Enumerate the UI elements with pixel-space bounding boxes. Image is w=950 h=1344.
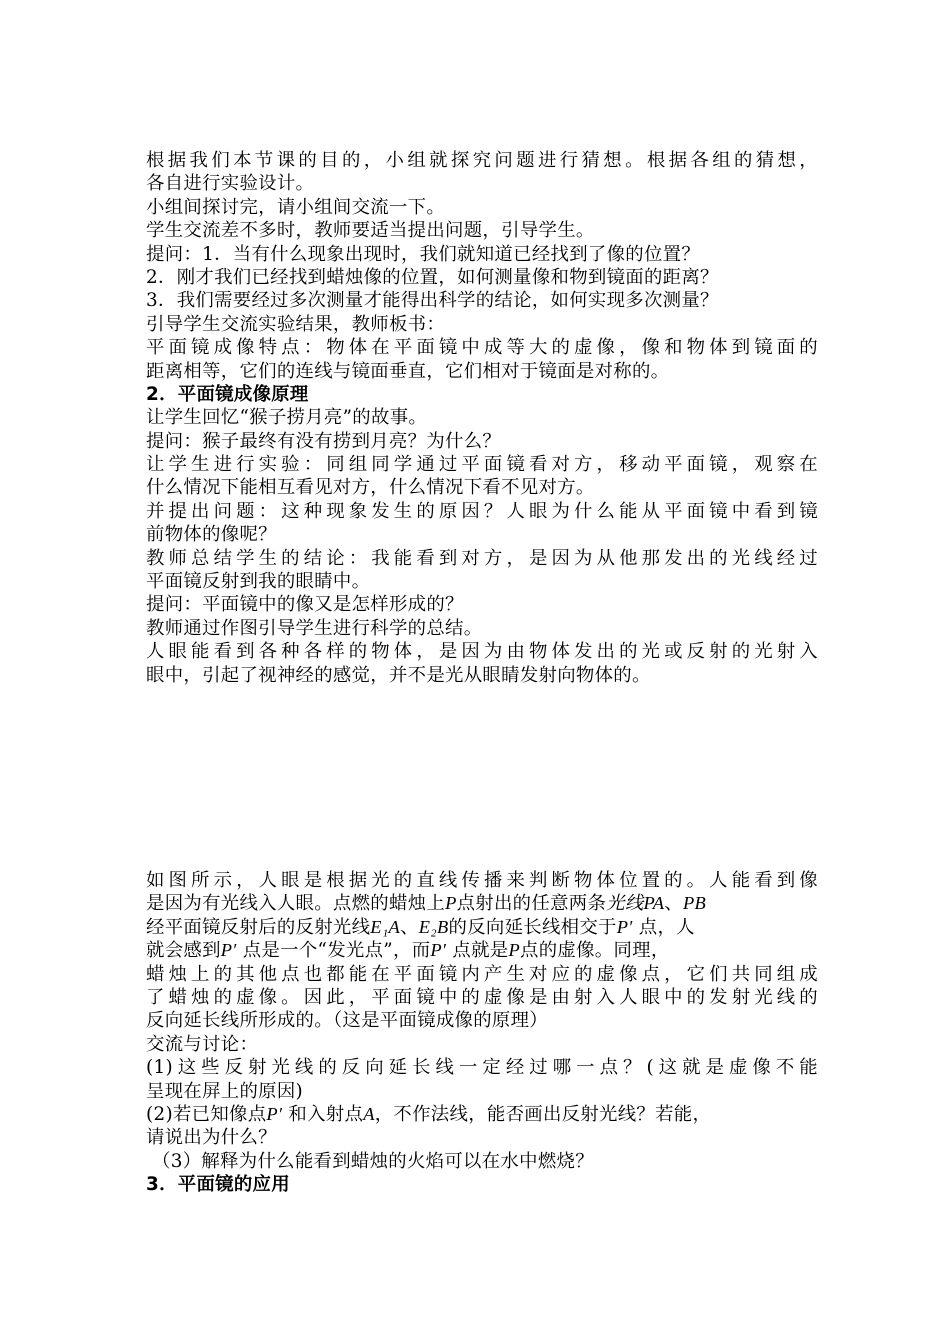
paragraph-line: 学生交流差不多时，教师要适当提出问题，引导学生。 [146, 220, 595, 242]
text-span: 点就是 [446, 940, 509, 962]
discussion-title: 交流与讨论： [146, 1033, 259, 1055]
conclusion-line: 平面镜成像特点：物体在平面镜中成等大的虚像，像和物体到镜面的 [146, 337, 818, 359]
math-symbol: P [508, 940, 521, 961]
section-mirror-explanation [146, 869, 818, 1196]
text-span: 、 [664, 893, 683, 915]
section-heading-2: 2．平面镜成像原理 [146, 383, 309, 405]
math-symbol: P [445, 893, 457, 914]
math-symbol: E₁A [370, 916, 401, 937]
text-span: 和入射点 [282, 1103, 364, 1125]
math-symbol: A [363, 1103, 375, 1124]
section-experiment-and-principle [146, 149, 818, 687]
discussion-question [146, 1103, 818, 1126]
text-span: 、 [400, 916, 419, 938]
paragraph-line: 让学生回忆“猴子捞月亮”的故事。 [146, 407, 428, 429]
text-span: ，不作法线，能否画出反射光线？若能， [374, 1103, 712, 1125]
text-span: 点射出的任意两条 [456, 893, 607, 915]
paragraph-line: 各自进行实验设计。 [146, 173, 315, 195]
discussion-question: 呈现在屏上的原因) [146, 1080, 303, 1102]
paragraph-line: 引导学生交流实验结果，教师板书： [146, 313, 446, 335]
paragraph-line: 让学生进行实验：同组同学通过平面镜看对方，移动平面镜，观察在 [146, 454, 818, 476]
paragraph-line: 小组间探讨完，请小组间交流一下。 [146, 196, 446, 218]
math-symbol: P′ [220, 940, 237, 961]
math-symbol: P′ [266, 1103, 283, 1124]
math-symbol: PA [643, 893, 665, 914]
text-span: 点，人 [632, 916, 695, 938]
discussion-question: （3）解释为什么能看到蜡烛的火焰可以在水中燃烧？ [152, 1150, 594, 1172]
paragraph-line: 平面镜反射到我的眼睛中。 [146, 571, 371, 593]
text-span: (2)若已知像点 [146, 1103, 267, 1125]
math-symbol: P′ [430, 940, 447, 961]
math-symbol: P′ [616, 916, 633, 937]
paragraph-line: 教师总结学生的结论：我能看到对方，是因为从他那发出的光线经过 [146, 547, 818, 569]
text-span: 就会感到 [146, 940, 221, 962]
paragraph-line: 了蜡烛的虚像。因此，平面镜中的虚像是由射入人眼中的发射光线的 [146, 986, 818, 1008]
paragraph-line: 什么情况下能相互看见对方，什么情况下看不见对方。 [146, 477, 595, 499]
discussion-question: (1)这些反射光线的反向延长线一定经过哪一点？(这就是虚像不能 [146, 1057, 818, 1079]
text-span: 点是一个“发光点”，而 [236, 940, 431, 962]
paragraph-line: 根据我们本节课的目的，小组就探究问题进行猜想。根据各组的猜想， [146, 150, 818, 171]
paragraph-line: 反向延长线所形成的。（这是平面镜成像的原理） [146, 1010, 548, 1032]
paragraph-line: 如图所示，人眼是根据光的直线传播来判断物体位置的。人能看到像 [146, 870, 818, 891]
paragraph-line: 眼中，引起了视神经的感觉，并不是光从眼睛发射向物体的。 [146, 664, 651, 686]
paragraph-line: 提问：平面镜中的像又是怎样形成的？ [146, 594, 464, 616]
paragraph-line: 人眼能看到各种各样的物体，是因为由物体发出的光或反射的光射入 [146, 641, 818, 663]
paragraph-line: 教师通过作图引导学生进行科学的总结。 [146, 617, 483, 639]
question-line: 2．刚才我们已经找到蜡烛像的位置，如何测量像和物到镜面的距离？ [146, 266, 719, 288]
text-span: 是因为有光线入人眼。点燃的蜡烛上 [146, 893, 446, 915]
discussion-question: 请说出为什么？ [146, 1127, 277, 1149]
paragraph-line: 前物体的像呢？ [146, 524, 277, 546]
section-heading-3: 3．平面镜的应用 [146, 1174, 290, 1196]
paragraph-line: 蜡烛上的其他点也都能在平面镜内产生对应的虚像点，它们共同组成 [146, 963, 818, 985]
math-symbol: E₂B [418, 916, 449, 937]
question-line: 3．我们需要经过多次测量才能得出科学的结论，如何实现多次测量？ [146, 290, 719, 312]
paragraph-line [146, 939, 818, 962]
text-span: 的反向延长线相交于 [448, 916, 617, 938]
paragraph-line [146, 916, 818, 939]
paragraph-line: 并提出问题：这种现象发生的原因？人眼为什么能从平面镜中看到镜 [146, 500, 818, 522]
paragraph-line [146, 892, 818, 915]
math-symbol: PB [682, 893, 707, 914]
text-span: 点的虚像。同理， [520, 940, 670, 962]
paragraph-line: 提问：猴子最终有没有捞到月亮？为什么？ [146, 430, 502, 452]
text-span: 经平面镜反射后的反射光线 [146, 916, 371, 938]
question-line: 提问：1．当有什么现象出现时，我们就知道已经找到了像的位置？ [146, 243, 701, 265]
text-span: 光线 [606, 893, 644, 914]
conclusion-line: 距离相等，它们的连线与镜面垂直，它们相对于镜面是对称的。 [146, 360, 670, 382]
